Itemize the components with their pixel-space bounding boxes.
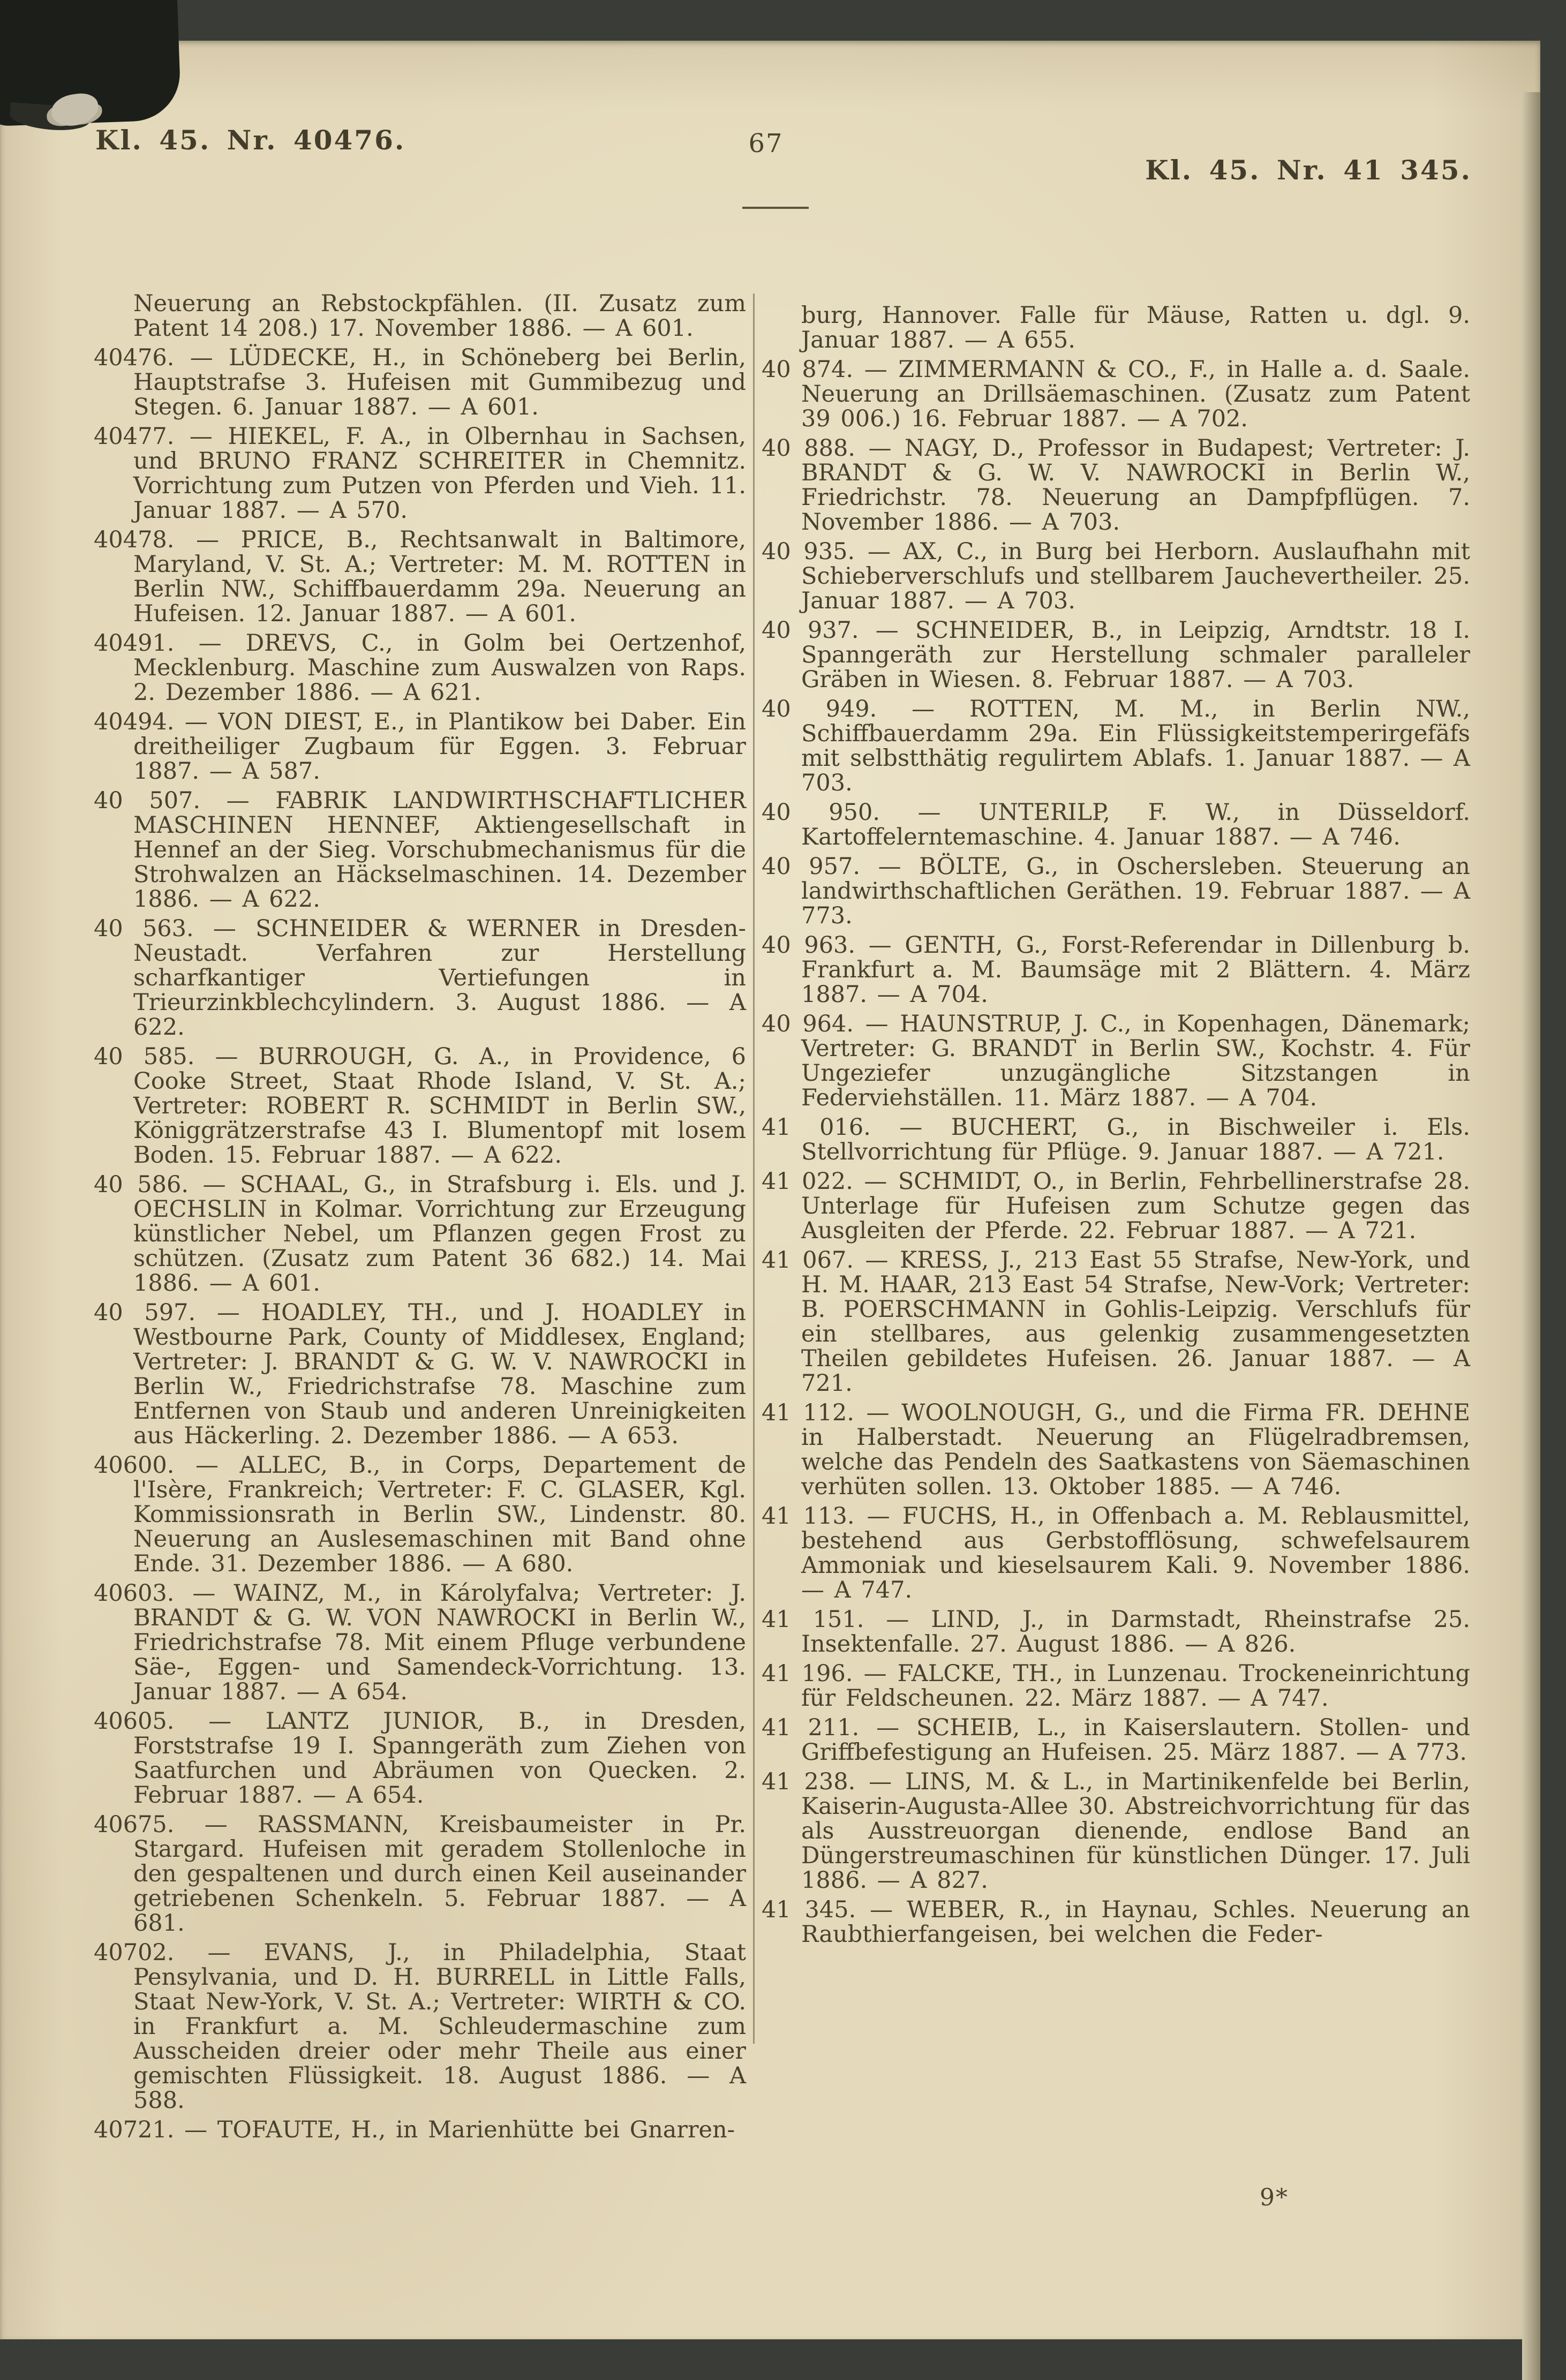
patent-entry: 40 585. — BURROUGH, G. A., in Providence, 6 Cooke Street, Staat Rhode Island, V. St. A.; Vertreter: ROBERT R. SCHMIDT in Berlin SW., Königgrätzerstrafse 43 I. Blumentopf mit losem Boden. 15. Februar 1887. — A 622. [94, 1043, 746, 1169]
patent-entry: 40600. — ALLEC, B., in Corps, Departement de l'Isère, Frankreich; Vertreter: F. C. GLASER, Kgl. Kommissionsrath in Berlin SW., Lindenstr. 80. Neuerung an Auslesemaschinen mit Band ohne Ende. 31. Dezember 1886. — A 680. [94, 1452, 746, 1577]
patent-entry: 40605. — LANTZ JUNIOR, B., in Dresden, Forststrafse 19 I. Spanngeräth zum Ziehen von Saatfurchen und Abräumen von Quecken. 2. Februar 1887. — A 654. [94, 1708, 746, 1809]
patent-entry: 40 507. — FABRIK LANDWIRTHSCHAFTLICHER MASCHINEN HENNEF, Aktiengesellschaft in Hennef an der Sieg. Vorschubmechanismus für die Strohwalzen an Häckselmaschinen. 14. Dezember 1886. — A 622. [94, 787, 746, 913]
column-divider-rule [753, 293, 755, 2044]
column-left [94, 291, 746, 2147]
patent-entry: 40494. — VON DIEST, E., in Plantikow bei Daber. Ein dreitheiliger Zugbaum für Eggen. 3. Februar 1887. — A 587. [94, 709, 746, 785]
patent-entry: 40491. — DREVS, C., in Golm bei Oertzenhof, Mecklenburg. Maschine zum Auswalzen von Raps. 2. Dezember 1886. — A 621. [94, 630, 746, 706]
patent-entry: 41 151. — LIND, J., in Darmstadt, Rheinstrafse 25. Insektenfalle. 27. August 1886. — A 826. [762, 1606, 1470, 1658]
patent-entry: 40702. — EVANS, J., in Philadelphia, Staat Pensylvania, und D. H. BURRELL in Little Falls, Staat New-York, V. St. A.; Vertreter: WIRTH & CO. in Frankfurt a. M. Schleudermaschine zum Ausscheiden dreier oder mehr Theile aus einer gemischten Flüssigkeit. 18. August 1886. — A 588. [94, 1939, 746, 2114]
patent-entry: 40 950. — UNTERILP, F. W., in Düsseldorf. Kartoffelerntemaschine. 4. Januar 1887. — A 746. [762, 799, 1470, 850]
patent-entry: 41 022. — SCHMIDT, O., in Berlin, Fehrbellinerstrafse 28. Unterlage für Hufeisen zum Schutze gegen das Ausgleiten der Pferde. 22. Februar 1887. — A 721. [762, 1168, 1470, 1244]
patent-entry: 40 563. — SCHNEIDER & WERNER in Dresden-Neustadt. Verfahren zur Herstellung scharfkantiger Vertiefungen in Trieurzinkblechcylindern. 3. August 1886. — A 622. [94, 915, 746, 1041]
patent-entry: 40478. — PRICE, B., Rechtsanwalt in Baltimore, Maryland, V. St. A.; Vertreter: M. M. ROTTEN in Berlin NW., Schiffbauerdamm 29a. Neuerung an Hufeisen. 12. Januar 1887. — A 601. [94, 526, 746, 627]
patent-entry: 40 874. — ZIMMERMANN & CO., F., in Halle a. d. Saale. Neuerung an Drillsäemaschinen. (Zusatz zum Patent 39 006.) 16. Februar 1887. — A 702. [762, 356, 1470, 432]
page-deckle-edge [1522, 92, 1540, 2380]
page-number: 67 [748, 129, 784, 159]
running-head-right: Kl. 45. Nr. 41 345. [1145, 154, 1472, 186]
patent-entry: 41 196. — FALCKE, TH., in Lunzenau. Trockeneinrichtung für Feldscheunen. 22. März 1887. — A 747. [762, 1660, 1470, 1712]
patent-entry: 40603. — WAINZ, M., in Károlyfalva; Vertreter: J. BRANDT & G. W. VON NAWROCKI in Berlin W., Friedrichstrafse 78. Mit einem Pfluge verbundene Säe-, Eggen- und Samendeck-Vorrichtung. 13. Januar 1887. — A 654. [94, 1580, 746, 1705]
patent-entry: 40477. — HIEKEL, F. A., in Olbernhau in Sachsen, und BRUNO FRANZ SCHREITER in Chemnitz. Vorrichtung zum Putzen von Pferden und Vieh. 11. Januar 1887. — A 570. [94, 423, 746, 524]
patent-entry-continuation: burg, Hannover. Falle für Mäuse, Ratten u. dgl. 9. Januar 1887. — A 655. [801, 302, 1470, 353]
patent-entry: 40 949. — ROTTEN, M. M., in Berlin NW., Schiffbauerdamm 29a. Ein Flüssigkeitstemperirgefäfs mit selbstthätig regulirtem Ablafs. 1. Januar 1887. — A 703. [762, 696, 1470, 796]
column-right [762, 303, 1470, 1952]
patent-entry: 41 067. — KRESS, J., 213 East 55 Strafse, New-York, und H. M. HAAR, 213 East 54 Strafse, New-Vork; Vertreter: B. POERSCHMANN in Gohlis-Leipzig. Verschlufs für ein stellbares, aus gelenkig zusammengesetzten Theilen gebildetes Hufeisen. 26. Januar 1887. — A 721. [762, 1247, 1470, 1397]
patent-entry: 40 963. — GENTH, G., Forst-Referendar in Dillenburg b. Frankfurt a. M. Baumsäge mit 2 Blättern. 4. März 1887. — A 704. [762, 932, 1470, 1008]
patent-entry: 41 345. — WEBER, R., in Haynau, Schles. Neuerung an Raubthierfangeisen, bei welchen die Feder- [762, 1896, 1470, 1948]
patent-entry: 41 113. — FUCHS, H., in Offenbach a. M. Reblausmittel, bestehend aus Gerbstofflösung, schwefelsaurem Ammoniak und kieselsaurem Kali. 9. November 1886. — A 747. [762, 1503, 1470, 1603]
paper-sheet [0, 41, 1540, 2339]
patent-entry: 40 586. — SCHAAL, G., in Strafsburg i. Els. und J. OECHSLIN in Kolmar. Vorrichtung zur Erzeugung künstlicher Nebel, um Pflanzen gegen Frost zu schützen. (Zusatz zum Patent 36 682.) 14. Mai 1886. — A 601. [94, 1171, 746, 1297]
patent-entry: 40476. — LÜDECKE, H., in Schöneberg bei Berlin, Hauptstrafse 3. Hufeisen mit Gummibezug und Stegen. 6. Januar 1887. — A 601. [94, 344, 746, 420]
patent-entry-continuation: Neuerung an Rebstockpfählen. (II. Zusatz zum Patent 14 208.) 17. November 1886. — A 601. [133, 290, 746, 342]
patent-entry: 40 957. — BÖLTE, G., in Oschersleben. Steuerung an landwirthschaftlichen Geräthen. 19. Februar 1887. — A 773. [762, 853, 1470, 929]
page-number-rule [742, 207, 809, 209]
printer-signature-mark: 9* [1260, 2184, 1289, 2211]
patent-entry: 40 888. — NAGY, D., Professor in Budapest; Vertreter: J. BRANDT & G. W. V. NAWROCKI in Berlin W., Friedrichstr. 78. Neuerung an Dampfpflügen. 7. November 1886. — A 703. [762, 435, 1470, 536]
patent-entry: 40675. — RASSMANN, Kreisbaumeister in Pr. Stargard. Hufeisen mit geradem Stollenloche in den gespaltenen und durch einen Keil auseinander getriebenen Schenkeln. 5. Februar 1887. — A 681. [94, 1811, 746, 1937]
patent-entry: 41 016. — BUCHERT, G., in Bischweiler i. Els. Stellvorrichtung für Pflüge. 9. Januar 1887. — A 721. [762, 1114, 1470, 1165]
patent-entry: 40 935. — AX, C., in Burg bei Herborn. Auslaufhahn mit Schieberverschlufs und stellbarem Jauchevertheiler. 25. Januar 1887. — A 703. [762, 538, 1470, 614]
patent-entry: 40 937. — SCHNEIDER, B., in Leipzig, Arndtstr. 18 I. Spanngeräth zur Herstellung schmaler paralleler Gräben in Wiesen. 8. Februar 1887. — A 703. [762, 617, 1470, 693]
patent-entry: 41 238. — LINS, M. & L., in Martinikenfelde bei Berlin, Kaiserin-Augusta-Allee 30. Abstreichvorrichtung für das als Ausstreuorgan dienende, endlose Band an Düngerstreumaschinen für künstlichen Dünger. 17. Juli 1886. — A 827. [762, 1768, 1470, 1894]
patent-entry: 40721. — TOFAUTE, H., in Marienhütte bei Gnarren- [94, 2117, 735, 2143]
running-head-left: Kl. 45. Nr. 40476. [95, 124, 406, 156]
patent-entry: 40 964. — HAUNSTRUP, J. C., in Kopenhagen, Dänemark; Vertreter: G. BRANDT in Berlin SW., Kochstr. 4. Für Ungeziefer unzugängliche Sitzstangen in Federviehställen. 11. März 1887. — A 704. [762, 1011, 1470, 1111]
patent-entry: 41 112. — WOOLNOUGH, G., und die Firma FR. DEHNE in Halberstadt. Neuerung an Flügelradbremsen, welche das Pendeln des Saatkastens von Säemaschinen verhüten sollen. 13. Oktober 1885. — A 746. [762, 1399, 1470, 1500]
patent-entry: 41 211. — SCHEIB, L., in Kaiserslautern. Stollen- und Griffbefestigung an Hufeisen. 25. März 1887. — A 773. [762, 1714, 1470, 1766]
patent-entry: 40 597. — HOADLEY, TH., und J. HOADLEY in Westbourne Park, County of Middlesex, England; Vertreter: J. BRANDT & G. W. V. NAWROCKI in Berlin W., Friedrichstrafse 78. Maschine zum Entfernen von Staub und anderen Unreinigkeiten aus Häckerling. 2. Dezember 1886. — A 653. [94, 1299, 746, 1449]
